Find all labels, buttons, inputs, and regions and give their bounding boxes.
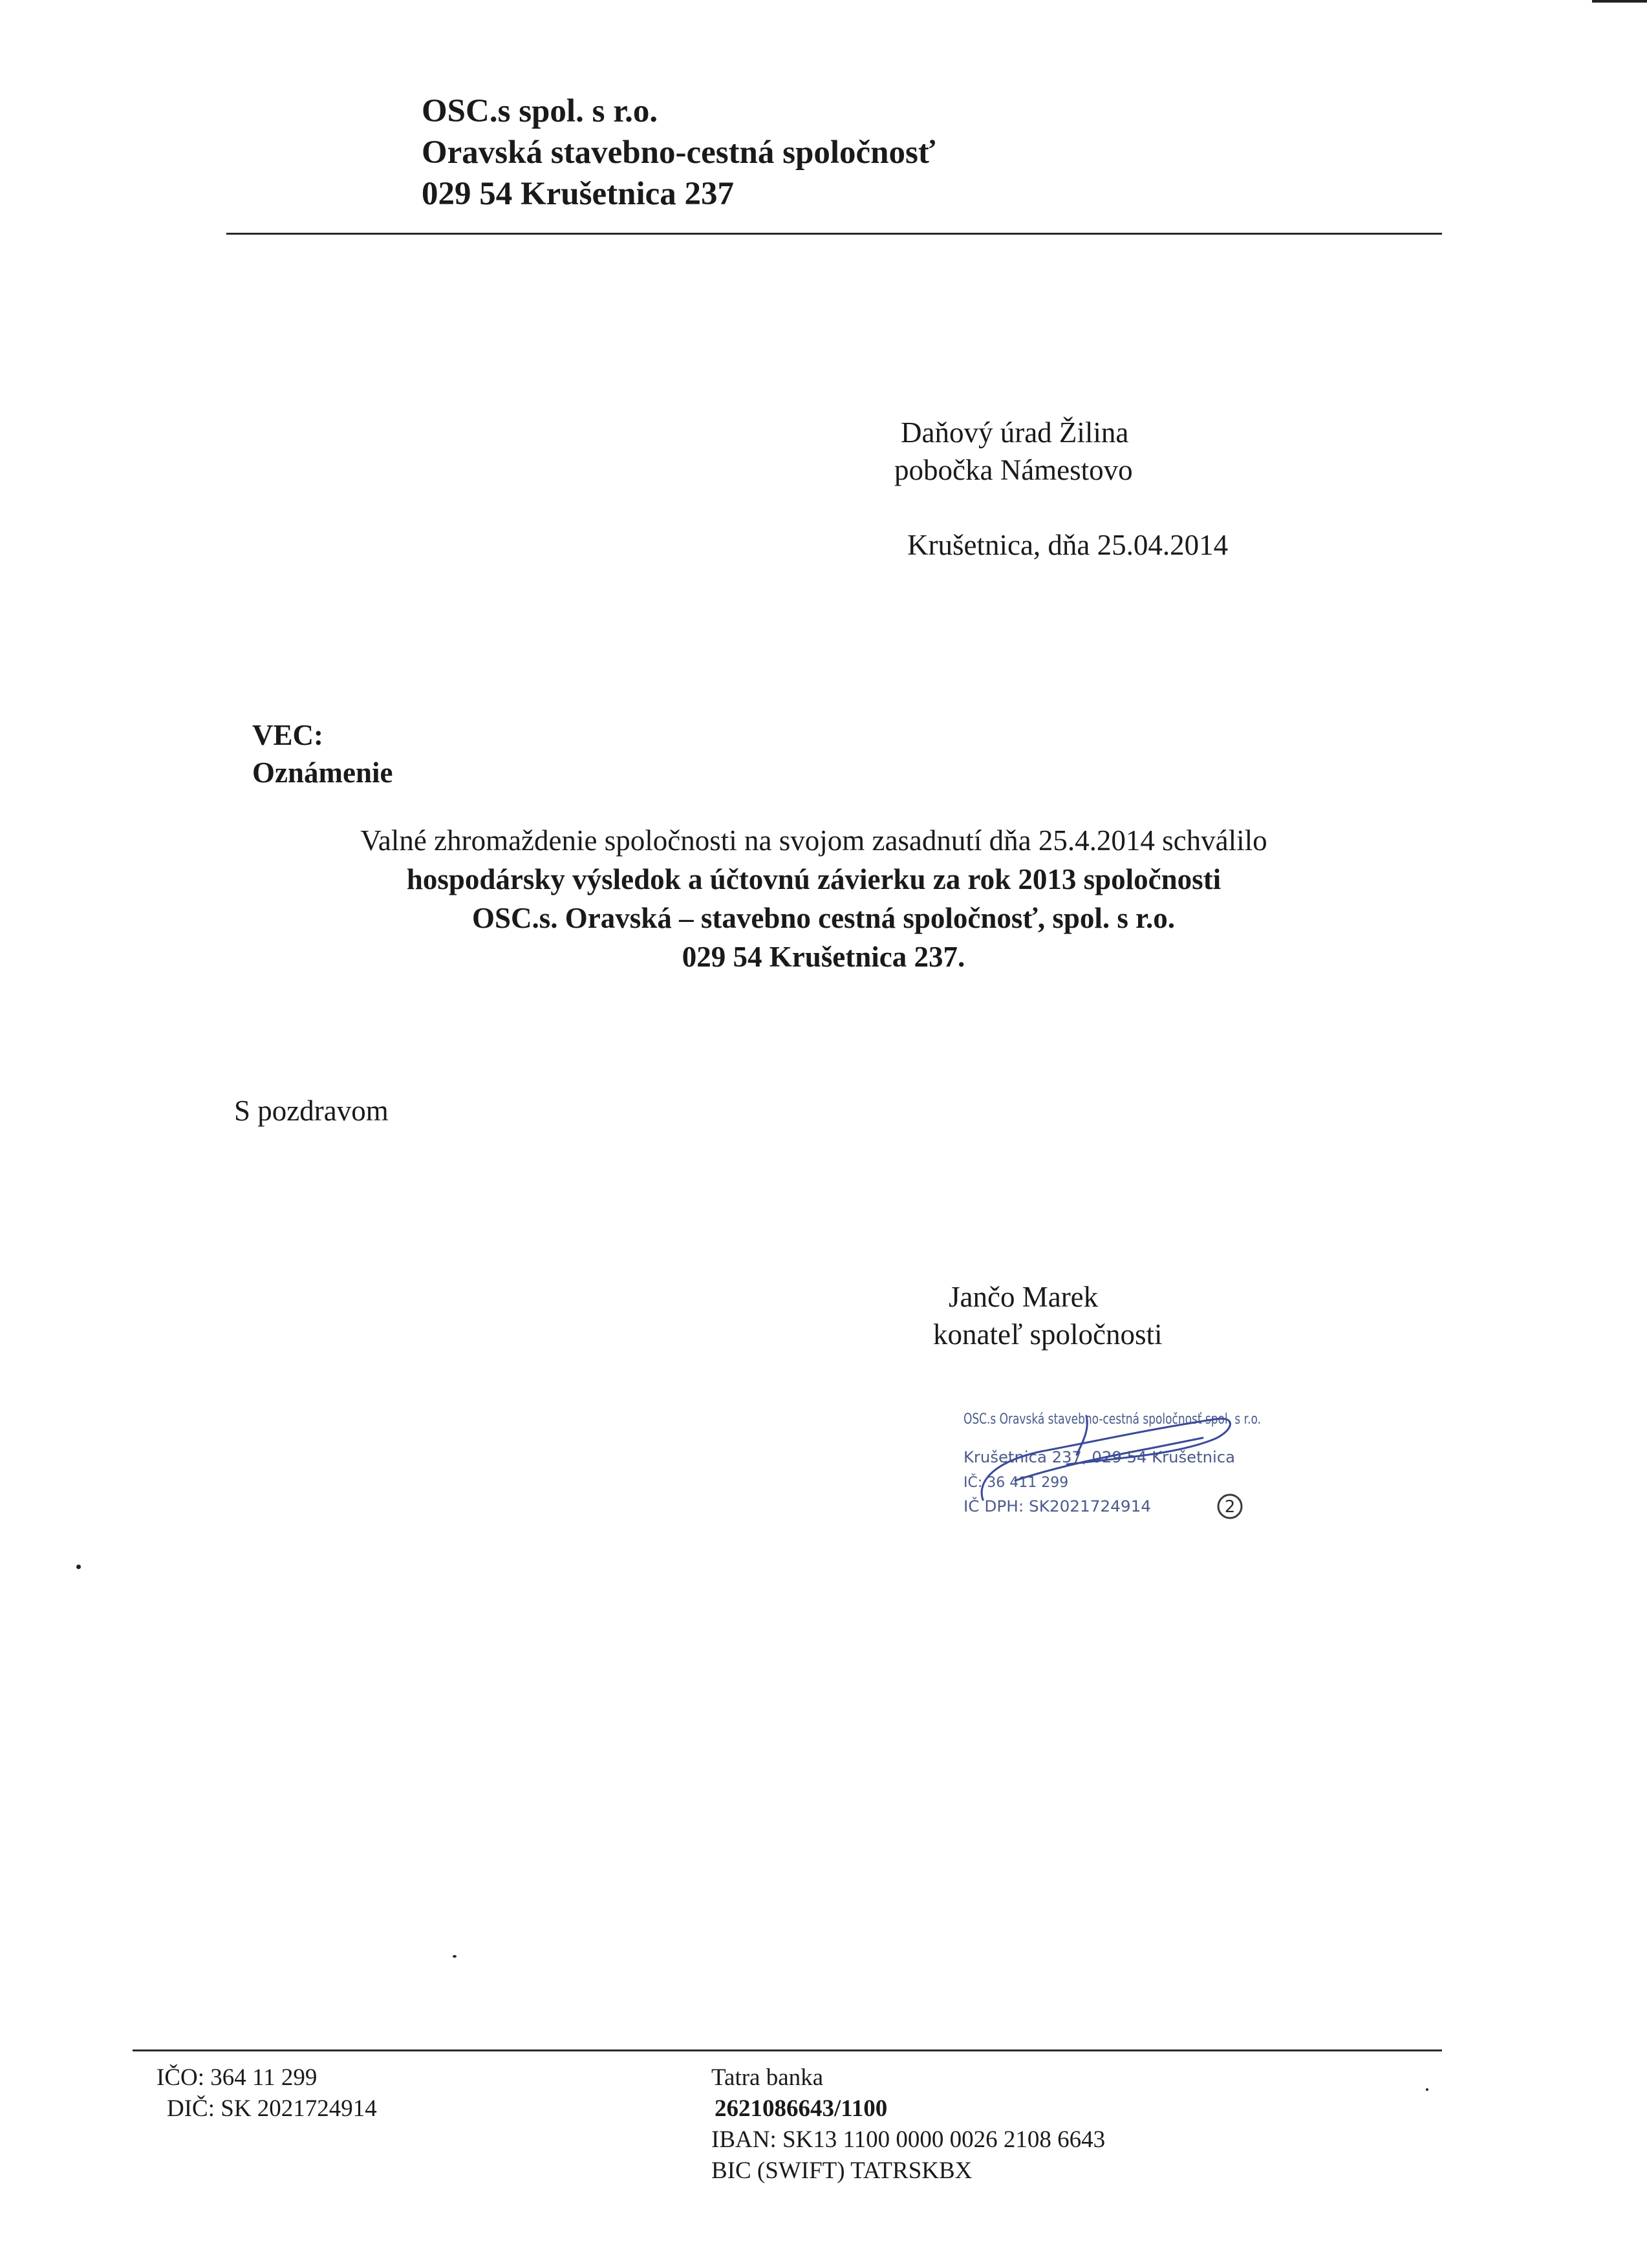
letter-body	[0, 821, 1647, 976]
company-full-name: Oravská stavebno-cestná spoločnosť	[422, 134, 936, 171]
footer-account-number: 2621086643/1100	[715, 2095, 888, 2122]
letterhead-divider	[226, 233, 1442, 235]
date-line: Krušetnica, dňa 25.04.2014	[907, 529, 1229, 561]
company-stamp	[957, 1403, 1267, 1532]
footer-bank-name: Tatra banka	[711, 2064, 824, 2091]
company-name: OSC.s spol. s r.o.	[422, 93, 658, 129]
recipient-line-2: pobočka Námestovo	[894, 454, 1133, 486]
signatory-role: konateľ spoločnosti	[933, 1318, 1163, 1351]
scan-speck	[453, 1955, 457, 1958]
greeting: S pozdravom	[234, 1095, 389, 1127]
recipient-line-1: Daňový úrad Žilina	[901, 416, 1129, 449]
signatory-name: Jančo Marek	[949, 1281, 1099, 1313]
stamp-line-3: IČ: 36 411 299	[963, 1475, 1069, 1491]
subject-block	[252, 716, 393, 791]
scan-speck	[1426, 2088, 1428, 2091]
footer-bic: BIC (SWIFT) TATRSKBX	[711, 2157, 973, 2184]
footer-dic: DIČ: SK 2021724914	[167, 2095, 377, 2122]
footer-bank-details	[711, 2062, 1105, 2187]
footer-iban: IBAN: SK13 1100 0000 0026 2108 6643	[711, 2126, 1106, 2153]
stamp-line-2: Krušetnica 237, 029 54 Krušetnica	[963, 1448, 1235, 1466]
stamp-line-4: IČ DPH: SK2021724914	[963, 1497, 1146, 1515]
stamp-number-badge	[1218, 1495, 1242, 1518]
stamp-line-1: OSC.s Oravská stavebno-cestná spoločnosť spol. s r.o.	[963, 1411, 1261, 1428]
body-line-3: OSC.s. Oravská – stavebno cestná spoločnosť, spol. s r.o.	[472, 902, 1175, 934]
company-address: 029 54 Krušetnica 237	[422, 176, 735, 212]
scan-speck	[76, 1565, 81, 1569]
subject-title: Oznámenie	[252, 756, 393, 789]
footer-ico: IČO: 364 11 299	[156, 2064, 318, 2091]
scan-edge-mark	[1592, 0, 1647, 9]
footer-company-ids	[156, 2062, 377, 2124]
letterhead	[422, 91, 935, 215]
body-line-2: hospodársky výsledok a účtovnú závierku za rok 2013 spoločnosti	[406, 863, 1222, 895]
subject-label: VEC:	[252, 719, 323, 751]
svg-text:2: 2	[1224, 1497, 1236, 1517]
recipient-block	[894, 414, 1133, 489]
body-line-4: 029 54 Krušetnica 237.	[682, 941, 965, 973]
body-line-1: Valné zhromaždenie spoločnosti na svojom zasadnutí dňa 25.4.2014 schválilo	[360, 824, 1267, 857]
signatory-block	[933, 1278, 1163, 1353]
stamp-graphic	[957, 1403, 1267, 1532]
footer-divider	[133, 2049, 1442, 2051]
